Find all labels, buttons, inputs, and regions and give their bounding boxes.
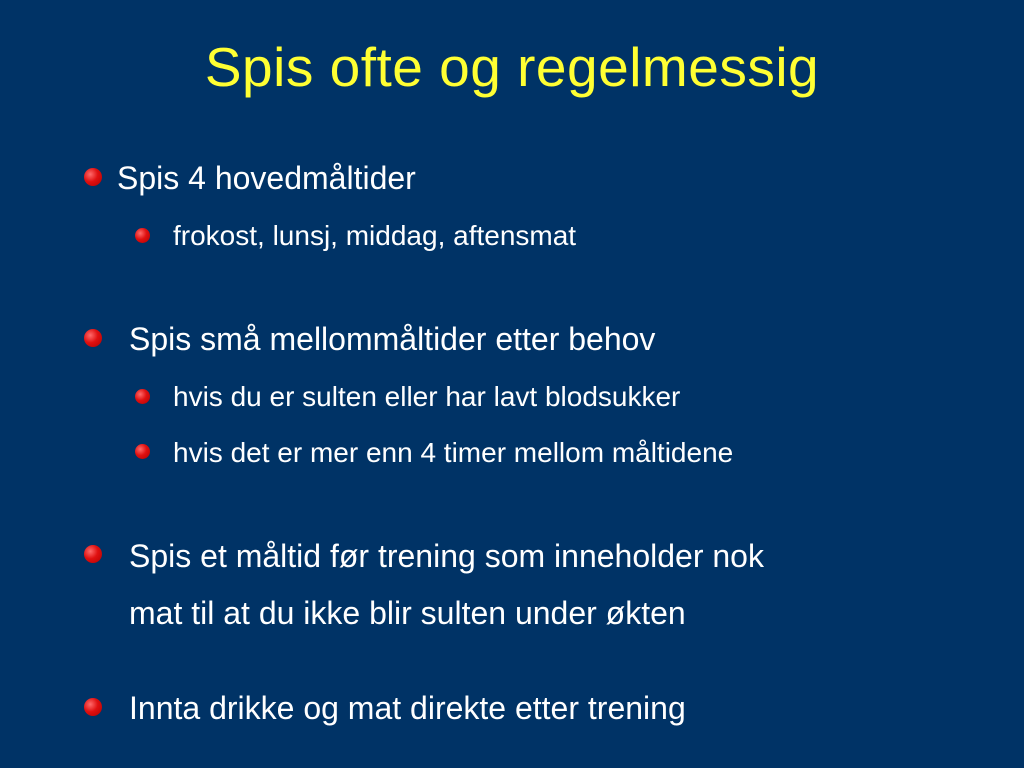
bullet-text-pre-workout: Spis et måltid før trening som inneholder nok	[129, 538, 764, 574]
bullet-text-meal-names: frokost, lunsj, middag, aftensmat	[173, 220, 577, 251]
bullet-dot-icon	[84, 168, 102, 186]
bullet-text-hungry: hvis du er sulten eller har lavt blodsukker	[173, 381, 681, 412]
bullet-dot-icon	[135, 389, 150, 404]
bullet-dot-icon	[84, 329, 102, 347]
bullet-text-post-workout: Innta drikke og mat direkte etter trening	[129, 690, 686, 726]
bullet-dot-icon	[135, 444, 150, 459]
bullet-dot-icon	[84, 698, 102, 716]
bullet-text-snacks: Spis små mellommåltider etter behov	[129, 321, 656, 357]
bullet-text-main-meals: Spis 4 hovedmåltider	[117, 160, 416, 196]
bullet-text-pre-workout-cont: mat til at du ikke blir sulten under økten	[129, 595, 686, 631]
bullet-text-four-hours: hvis det er mer enn 4 timer mellom måltidene	[173, 437, 734, 468]
bullet-dot-icon	[135, 228, 150, 243]
slide-title: Spis ofte og regelmessig	[204, 36, 820, 98]
bullet-dot-icon	[84, 545, 102, 563]
